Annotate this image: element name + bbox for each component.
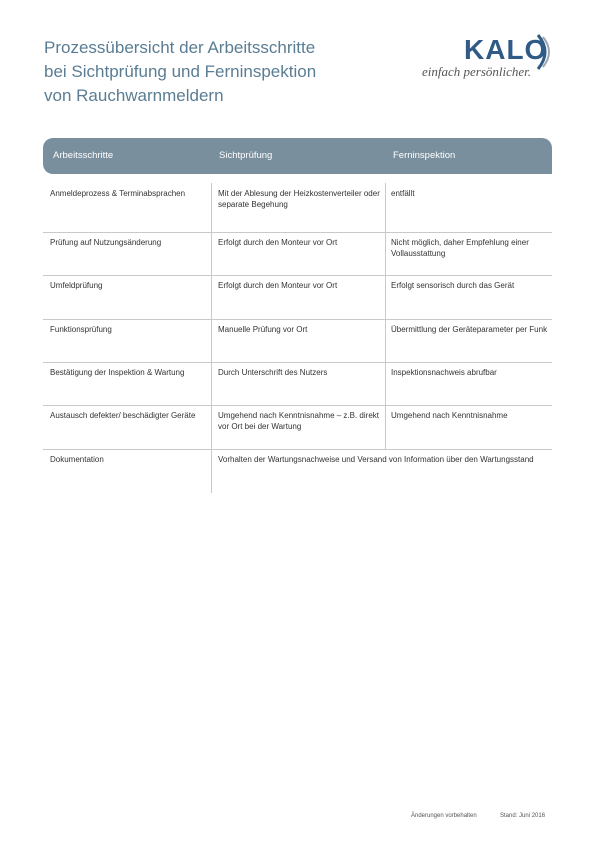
title-line-3: von Rauchwarnmeldern (44, 86, 224, 105)
page-title (44, 36, 384, 108)
header-arbeitsschritte: Arbeitsschritte (53, 150, 114, 161)
cell-step: Funktionsprüfung (50, 325, 112, 334)
table-header (43, 138, 552, 174)
table-row (43, 362, 552, 406)
cell-visual: Umgehend nach Kenntnisnahme – z.B. direkt vor Ort bei der Wartung (218, 411, 379, 431)
footer-note: Änderungen vorbehalten (411, 813, 477, 819)
cell-remote: Erfolgt sensorisch durch das Gerät (391, 281, 515, 290)
footer-date: Stand: Juni 2016 (500, 813, 546, 819)
cell-step: Austausch defekter/ beschädigter Geräte (50, 411, 196, 420)
cell-step: Anmeldeprozess & Terminabsprachen (50, 189, 186, 198)
cell-remote: Inspektionsnachweis abrufbar (391, 368, 497, 377)
cell-step: Bestätigung der Inspektion & Wartung (50, 368, 185, 377)
cell-visual: Erfolgt durch den Monteur vor Ort (218, 281, 338, 290)
logo-tagline: einfach persönlicher. (422, 64, 532, 79)
table-row (43, 405, 552, 450)
table-row (43, 449, 552, 493)
table-row (43, 275, 552, 320)
header-ferninspektion: Ferninspektion (393, 150, 456, 161)
cell-combined: Vorhalten der Wartungsnachweise und Versand von Information über den Wartungsstand (218, 455, 534, 464)
table-row (43, 183, 552, 233)
logo-wordmark: KALO (464, 34, 548, 65)
title-line-1: Prozessübersicht der Arbeitsschritte (44, 38, 316, 57)
cell-step: Prüfung auf Nutzungsänderung (50, 238, 162, 247)
cell-visual: Durch Unterschrift des Nutzers (218, 368, 328, 377)
cell-remote: Nicht möglich, daher Empfehlung einer Vollausstattung (391, 238, 529, 258)
cell-remote: Umgehend nach Kenntnisnahme (391, 411, 508, 420)
cell-visual: Mit der Ablesung der Heizkostenverteiler oder separate Begehung (218, 189, 380, 209)
cell-step: Umfeldprüfung (50, 281, 103, 290)
cell-visual: Erfolgt durch den Monteur vor Ort (218, 238, 338, 247)
logo-arc-icon (535, 32, 555, 72)
table-row (43, 232, 552, 276)
header-sichtpruefung: Sichtprüfung (219, 150, 273, 161)
cell-remote: Übermittlung der Geräteparameter per Funk (391, 325, 548, 334)
kalo-logo (420, 30, 555, 85)
cell-visual: Manuelle Prüfung vor Ort (218, 325, 308, 334)
cell-step: Dokumentation (50, 455, 104, 464)
title-line-2: bei Sichtprüfung und Ferninspektion (44, 62, 317, 81)
cell-remote: entfällt (391, 189, 415, 198)
table-row (43, 319, 552, 363)
